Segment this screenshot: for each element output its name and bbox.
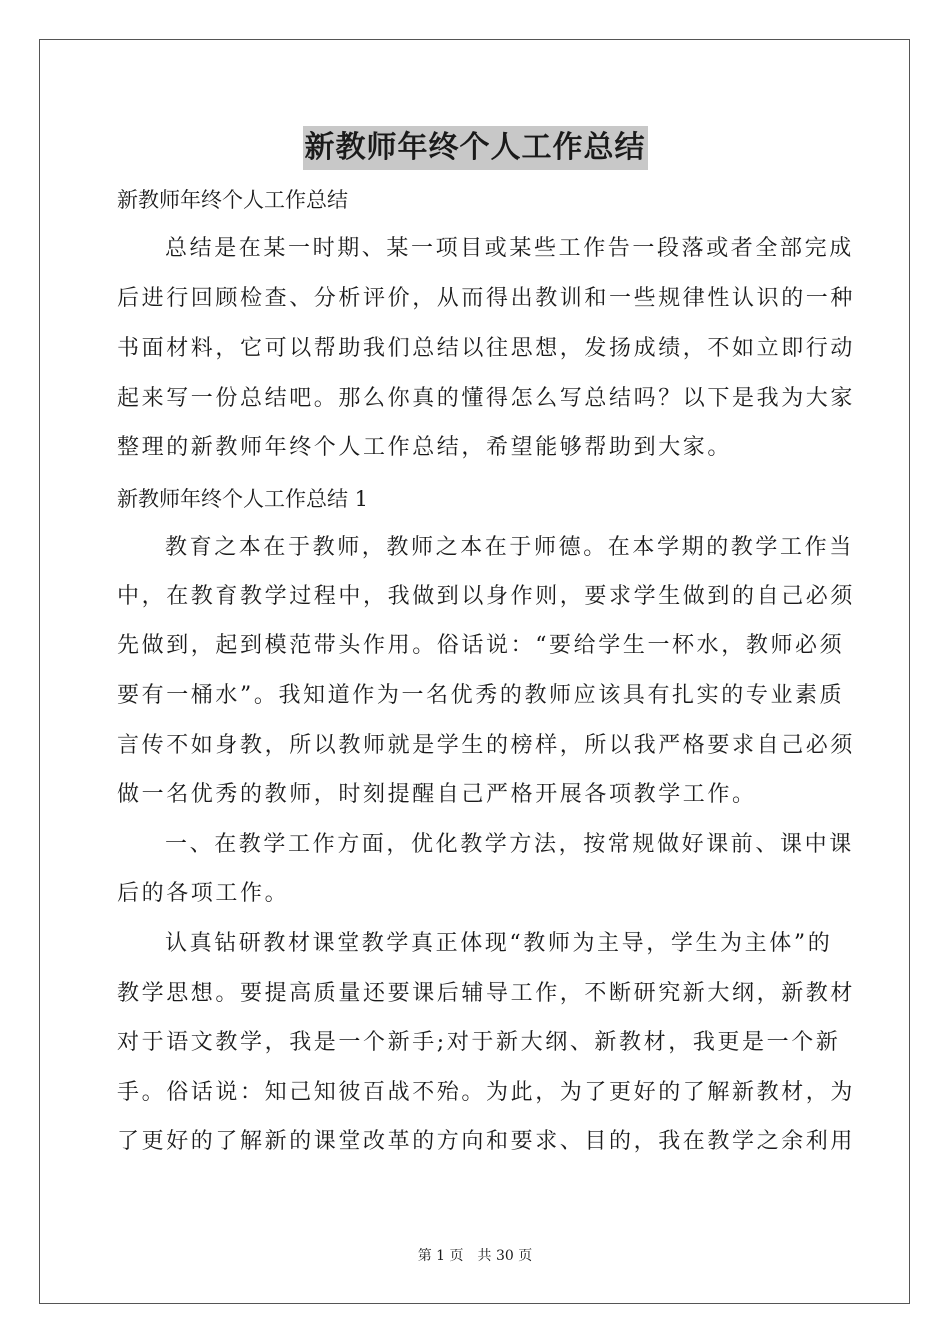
- page-border: [39, 39, 910, 1304]
- paragraph-line: 起来写一份总结吧。那么你真的懂得怎么写总结吗？以下是我为大家: [117, 386, 856, 411]
- paragraph-line: 了更好的了解新的课堂改革的方向和要求、目的，我在教学之余利用: [117, 1129, 856, 1154]
- document-title: 新教师年终个人工作总结: [303, 126, 648, 170]
- document-subtitle: 新教师年终个人工作总结: [117, 188, 348, 212]
- paragraph-line: 一、在教学工作方面，优化教学方法，按常规做好课前、课中课: [165, 832, 854, 857]
- paragraph-line: 教育之本在于教师，教师之本在于师德。在本学期的教学工作当: [165, 535, 854, 560]
- paragraph-line: 后的各项工作。: [117, 881, 290, 906]
- paragraph-line: 认真钻研教材课堂教学真正体现“教师为主导，学生为主体”的: [165, 931, 833, 956]
- paragraph-line: 先做到，起到模范带头作用。俗话说：“要给学生一杯水，教师必须: [117, 633, 845, 658]
- paragraph-line: 中，在教育教学过程中，我做到以身作则，要求学生做到的自己必须: [117, 584, 856, 609]
- paragraph-line: 手。俗话说：知己知彼百战不殆。为此，为了更好的了解新教材，为: [117, 1080, 856, 1105]
- paragraph-line: 总结是在某一时期、某一项目或某些工作告一段落或者全部完成: [165, 236, 854, 261]
- title-container: [0, 126, 950, 170]
- paragraph-line: 书面材料，它可以帮助我们总结以往思想，发扬成绩，不如立即行动: [117, 336, 856, 361]
- paragraph-line: 要有一桶水”。我知道作为一名优秀的教师应该具有扎实的专业素质: [117, 683, 845, 708]
- paragraph-line: 整理的新教师年终个人工作总结，希望能够帮助到大家。: [117, 435, 733, 460]
- paragraph-line: 教学思想。要提高质量还要课后辅导工作，不断研究新大纲，新教材: [117, 981, 856, 1006]
- paragraph-line: 做一名优秀的教师，时刻提醒自己严格开展各项教学工作。: [117, 782, 757, 807]
- section-heading: 新教师年终个人工作总结 1: [117, 487, 369, 511]
- page-number: 第 1 页 共 30 页: [417, 1248, 533, 1264]
- paragraph-line: 对于语文教学，我是一个新手;对于新大纲、新教材，我更是一个新: [117, 1030, 841, 1055]
- paragraph-line: 后进行回顾检查、分析评价，从而得出教训和一些规律性认识的一种: [117, 286, 856, 311]
- paragraph-line: 言传不如身教，所以教师就是学生的榜样，所以我严格要求自己必须: [117, 733, 856, 758]
